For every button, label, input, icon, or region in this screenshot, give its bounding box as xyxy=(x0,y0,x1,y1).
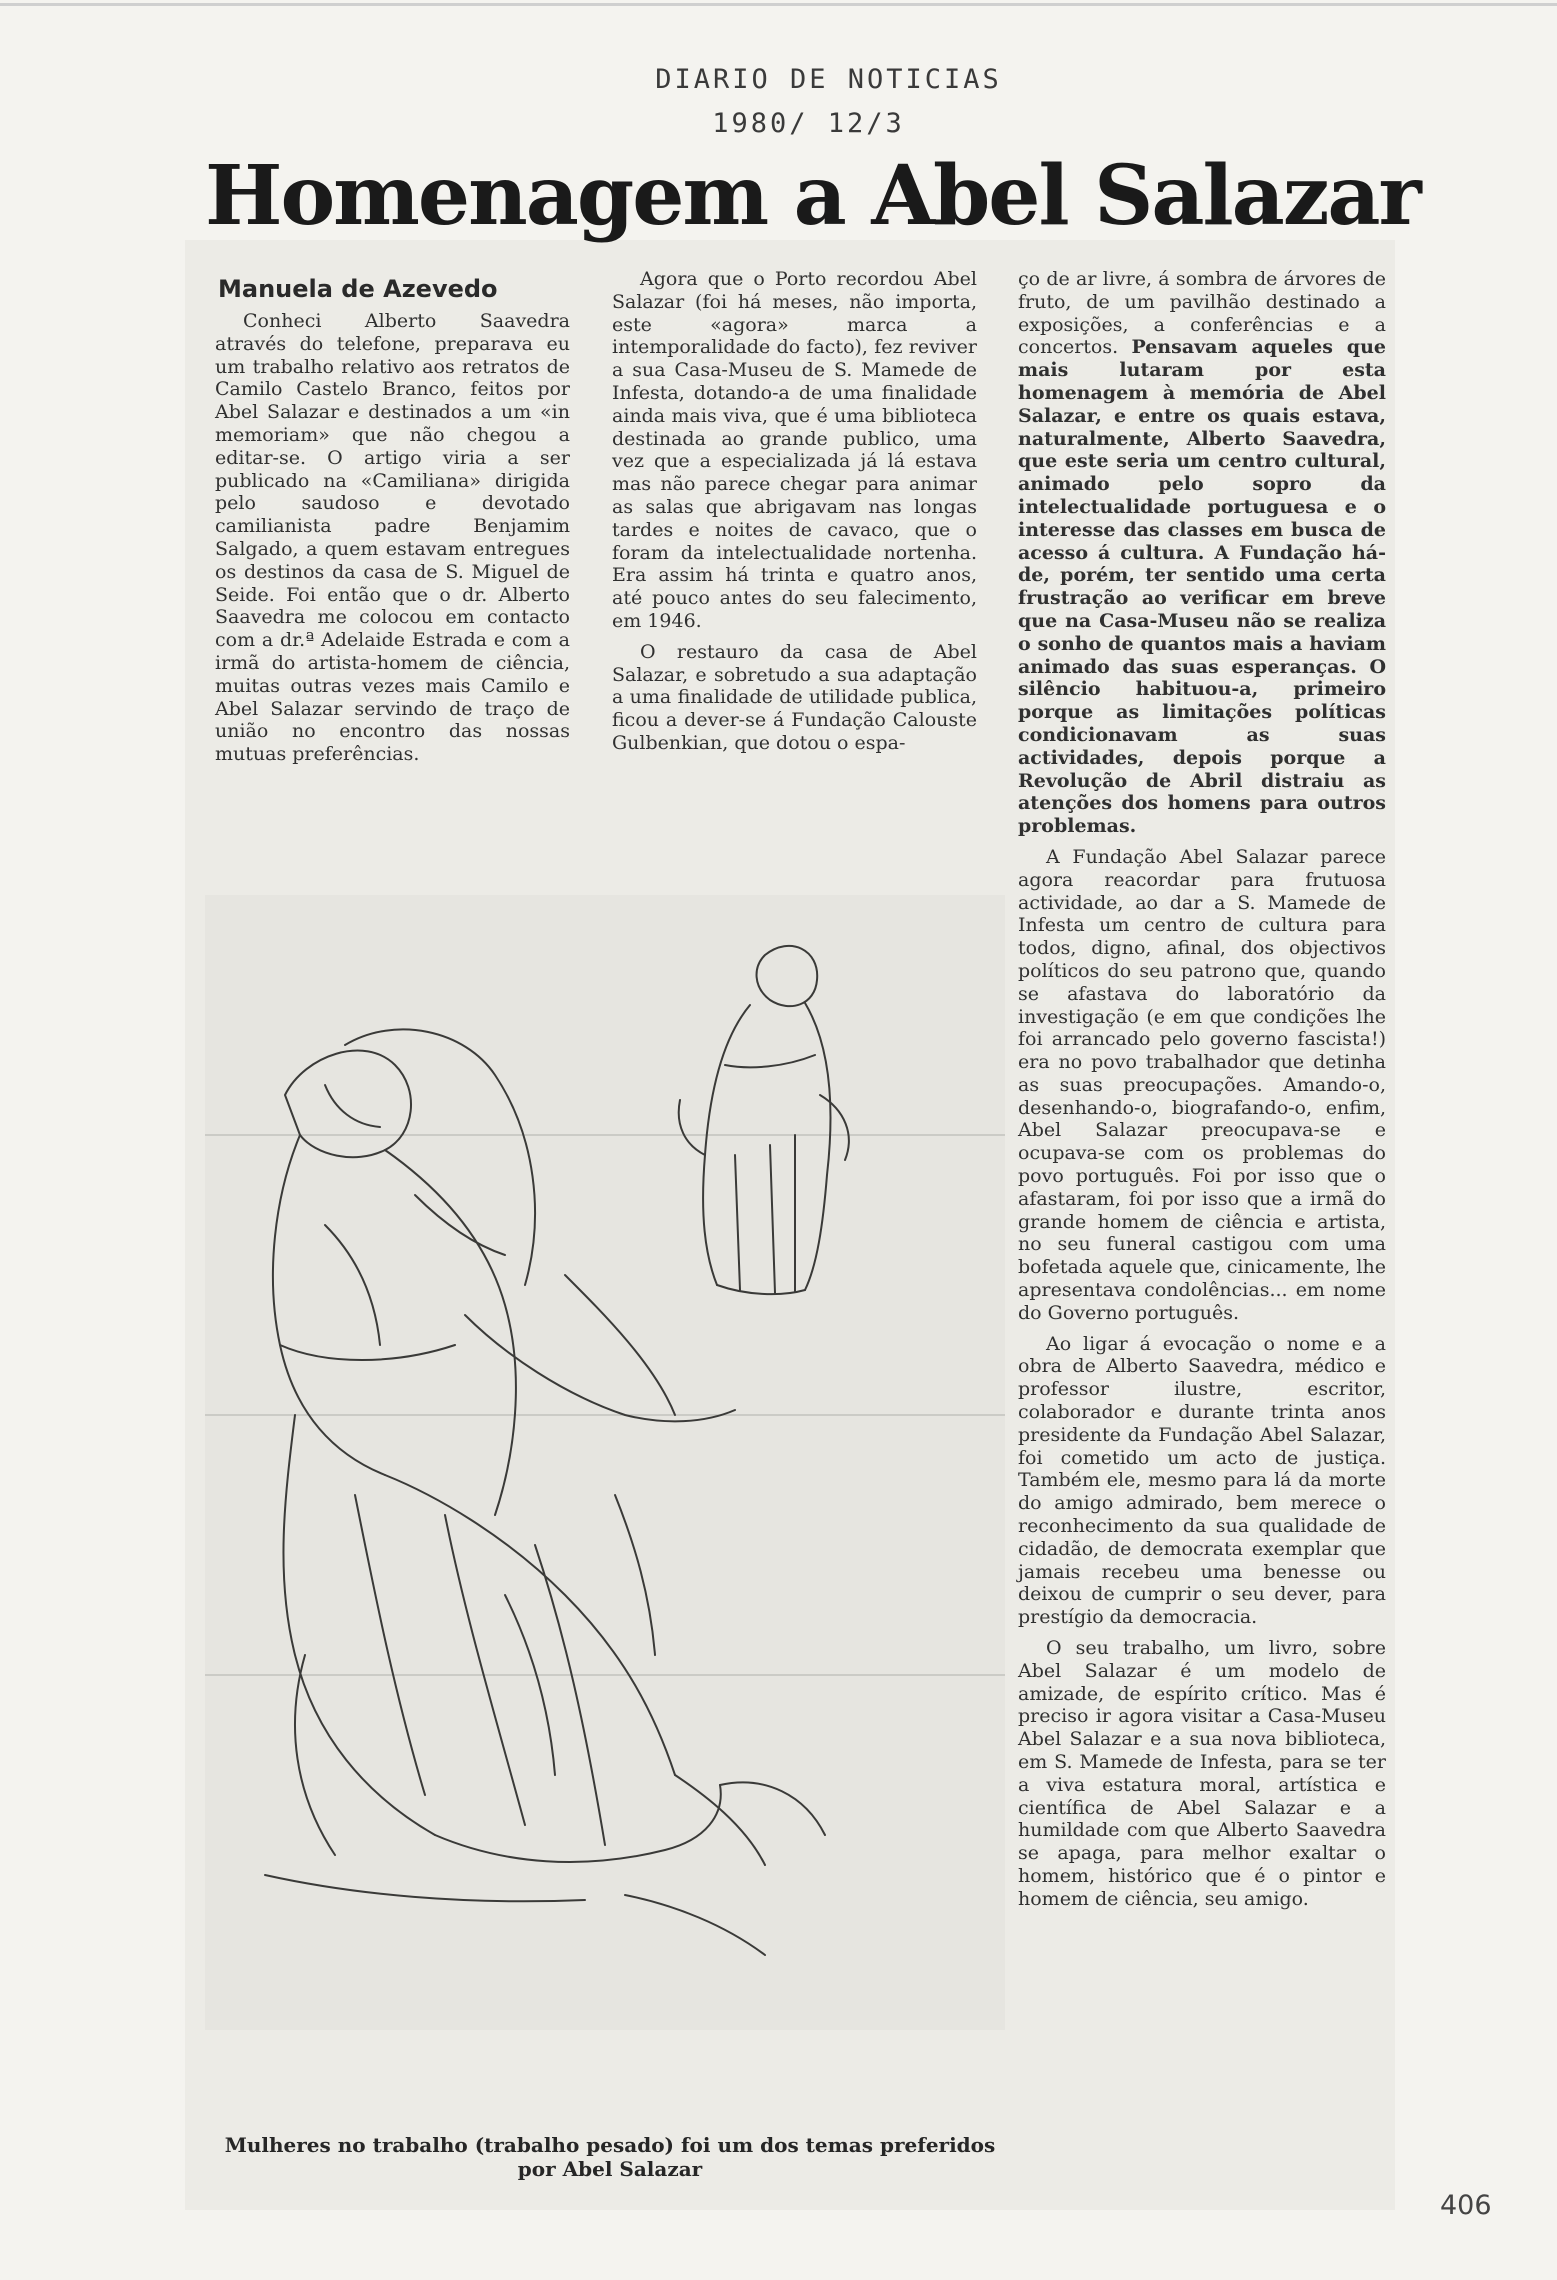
paragraph: O restauro da casa de Abel Salazar, e sobretudo a sua adaptação a uma finalidade de utilidade publica, ficou a dever-se á Fundação Calouste Gulbenkian, que dotou o espa- xyxy=(612,640,977,754)
paragraph: Conheci Alberto Saavedra através do telefone, preparava eu um trabalho relativo aos retratos de Camilo Castelo Branco, feitos por Abel Salazar e destinados a um «in memoriam» que não chegou a editar-se. O artigo viria a ser publicado na «Camiliana» dirigida pelo saudoso e devotado camilianista padre Benjamim Salgado, a quem estavam entregues os destinos da casa de S. Miguel de Seide. Foi então que o dr. Alberto Saavedra me colocou em contacto com a dr.ª Adelaide Estrada e com a irmã do artista-homem de ciência, muitas outras vezes mais Camilo e Abel Salazar servindo de traço de união no encontro das nossas mutuas preferências. xyxy=(215,310,570,766)
source-stamp: DIARIO DE NOTICIAS xyxy=(655,64,1002,95)
article-byline: Manuela de Azevedo xyxy=(218,275,498,303)
article-headline: Homenagem a Abel Salazar xyxy=(205,148,1420,244)
sketch-illustration xyxy=(205,895,1005,2030)
paragraph: Ao ligar á evocação o nome e a obra de Alberto Saavedra, médico e professor ilustre, escritor, colaborador e durante trinta anos presidente da Fundação Abel Salazar, foi cometido um acto de justiça. Também ele, mesmo para lá da morte do amigo admirado, bem merece o reconhecimento da sua qualidade de cidadão, de democrata exemplar que jamais recebeu uma benesse ou deixou de cumprir o seu dever, para prestígio da democracia. xyxy=(1018,1332,1386,1629)
paragraph: O seu trabalho, um livro, sobre Abel Salazar é um modelo de amizade, de espírito crítico. Mas é preciso ir agora visitar a Casa-Museu Abel Salazar e a sua nova biblioteca, em S. Mamede de Infesta, para se ter a viva estatura moral, artística e científica de Abel Salazar e a humildade com que Alberto Saavedra se apaga, para melhor exaltar o homem, histórico que é o pintor e homem de ciência, seu amigo. xyxy=(1018,1637,1386,1910)
paragraph: A Fundação Abel Salazar parece agora reacordar para frutuosa actividade, ao dar a S. Mamede de Infesta um centro de cultura para todos, digno, afinal, dos objectivos políticos do seu patrono que, quando se afastava do laboratório da investigação (e em que condições lhe foi arrancado pelo governo fascista!) era no povo trabalhador que detinha as suas preocupações. Amando-o, desenhando-o, biografando-o, enfim, Abel Salazar preocupava-se e ocupava-se com os problemas do povo português. Foi por isso que o afastaram, foi por isso que a irmã do grande homem de ciência e artista, no seu funeral castigou com uma bofetada aquele que, cinicamente, lhe apresentava condolências... em nome do Governo português. xyxy=(1018,845,1386,1324)
paragraph-run: ço de ar livre, á sombra de árvores de fruto, de um pavilhão destinado a exposições, a conferências e a concertos. xyxy=(1018,268,1386,359)
article-column-1 xyxy=(215,310,570,766)
date-stamp: 1980/ 12/3 xyxy=(712,108,905,139)
paragraph-run-bold: Pensavam aqueles que mais lutaram por esta homenagem à memória de Abel Salazar, e entre os quais estava, naturalmente, Alberto Saavedra, que este seria um centro cultural, animado pelo sopro da intelectualidade portuguesa e o interesse das classes em busca de acesso á cultura. A Fundação há-de, porém, ter sentido uma certa frustração ao verificar em breve que na Casa-Museu não se realiza o sonho de quantos mais a haviam animado das suas esperanças. O silêncio habituou-a, primeiro porque as limitações políticas condicionavam as suas actividades, depois porque a Revolução de Abril distraiu as atenções dos homens para outros problemas. xyxy=(1018,336,1386,838)
scan-top-rule xyxy=(0,3,1557,6)
pencil-sketch-icon xyxy=(205,895,1005,2030)
paragraph xyxy=(1018,268,1386,838)
article-column-3 xyxy=(1018,268,1386,1911)
paragraph: Agora que o Porto recordou Abel Salazar (foi há meses, não importa, este «agora» marca a intemporalidade do facto), fez reviver a sua Casa-Museu de S. Mamede de Infesta, dotando-a de uma finalidade ainda mais viva, que é uma biblioteca destinada ao grande publico, uma vez que a especializada já lá estava mas não parece chegar para animar as salas que abrigavam nas longas tardes e noites de cavaco, que o foram da intelectualidade nortenha. Era assim há trinta e quatro anos, até pouco antes do seu falecimento, em 1946. xyxy=(612,268,977,632)
article-column-2 xyxy=(612,268,977,755)
illustration-caption: Mulheres no trabalho (trabalho pesado) foi um dos temas preferidos por Abel Salazar xyxy=(224,2133,996,2181)
page-number: 406 xyxy=(1440,2190,1492,2221)
